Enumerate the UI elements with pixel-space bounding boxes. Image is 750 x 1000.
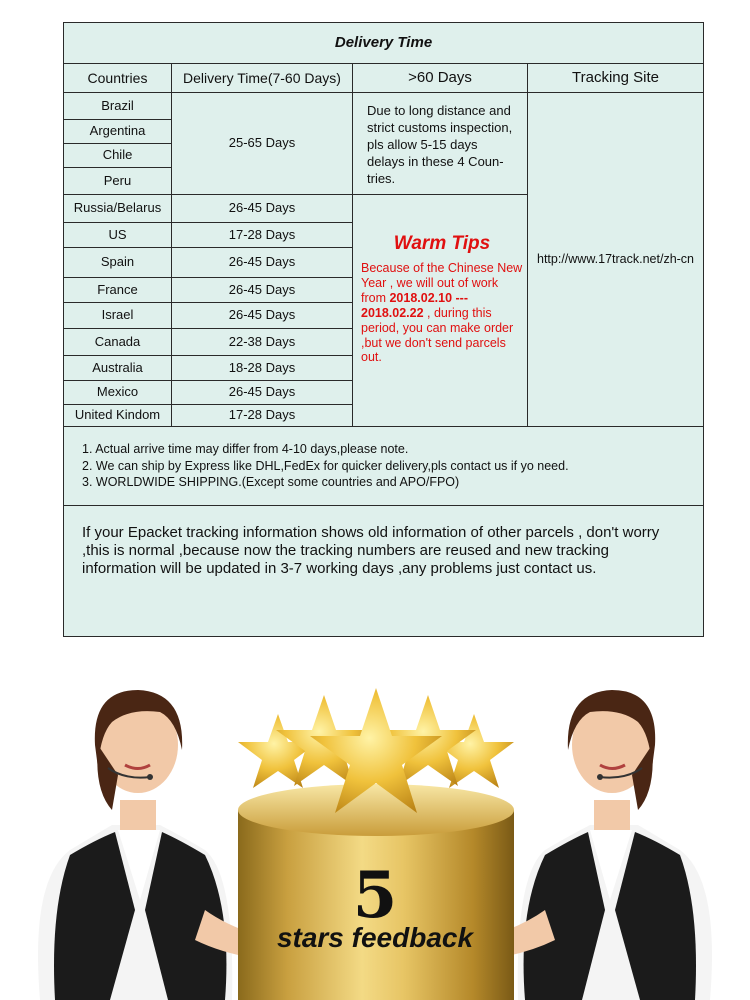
country-cell: Mexico xyxy=(64,381,172,405)
header-over-60-days: >60 Days xyxy=(353,64,528,93)
group-days-cell: 25-65 Days xyxy=(172,93,353,195)
days-cell: 17-28 Days xyxy=(172,405,353,427)
warm-tips-cell xyxy=(353,195,528,427)
five-number: 5 xyxy=(352,858,398,933)
note-line: 2. We can ship by Express like DHL,FedEx for quicker delivery,pls contact us if yo need. xyxy=(82,458,569,473)
closure-dates: 2018.02.10 --- 2018.02.22 xyxy=(361,290,469,320)
country-cell: Russia/Belarus xyxy=(64,195,172,223)
shipping-notes xyxy=(64,427,704,506)
days-cell: 18-28 Days xyxy=(172,356,353,381)
days-cell: 26-45 Days xyxy=(172,248,353,278)
epacket-info: If your Epacket tracking information shows old information of other parcels , don't worry ,this is normal ,because now the tracking numbers are reused and new tracking information will be updated in 3-7 working days ,any problems just contact us. xyxy=(64,506,704,637)
country-cell: Spain xyxy=(64,248,172,278)
country-cell: France xyxy=(64,278,172,303)
country-cell: Israel xyxy=(64,303,172,329)
days-cell: 26-45 Days xyxy=(172,303,353,329)
days-cell: 26-45 Days xyxy=(172,381,353,405)
table-title: Delivery Time xyxy=(64,23,704,64)
days-cell: 17-28 Days xyxy=(172,223,353,248)
country-cell: Australia xyxy=(64,356,172,381)
days-cell: 26-45 Days xyxy=(172,195,353,223)
country-cell: Canada xyxy=(64,329,172,356)
country-cell: Brazil xyxy=(64,93,172,120)
country-cell: Peru xyxy=(64,168,172,195)
delivery-time-table xyxy=(63,22,704,637)
note-line: 1. Actual arrive time may differ from 4-10 days,please note. xyxy=(82,441,409,456)
days-cell: 22-38 Days xyxy=(172,329,353,356)
warm-tips-title: Warm Tips xyxy=(393,233,491,254)
header-countries: Countries xyxy=(64,64,172,93)
warm-tips-body: Because of the Chinese New Year , we will out of work from 2018.02.10 --- 2018.02.22 , during this period, you can make order ,but we don't send parcels out. xyxy=(361,260,523,365)
country-cell: United Kindom xyxy=(64,405,172,427)
long-distance-note: Due to long distance and strict customs inspection, pls allow 5-15 days delays in these 4 Coun- tries. xyxy=(353,93,528,195)
country-cell: Chile xyxy=(64,144,172,168)
stars-feedback-label: stars feedback xyxy=(276,922,474,953)
note-line: 3. WORLDWIDE SHIPPING.(Except some countries and APO/FPO) xyxy=(82,475,460,490)
tracking-site-link[interactable]: http://www.17track.net/zh-cn xyxy=(528,93,704,427)
country-cell: Argentina xyxy=(64,120,172,144)
header-tracking-site: Tracking Site xyxy=(528,64,704,93)
header-delivery-time: Delivery Time(7-60 Days) xyxy=(172,64,353,93)
days-cell: 26-45 Days xyxy=(172,278,353,303)
country-cell: US xyxy=(64,223,172,248)
